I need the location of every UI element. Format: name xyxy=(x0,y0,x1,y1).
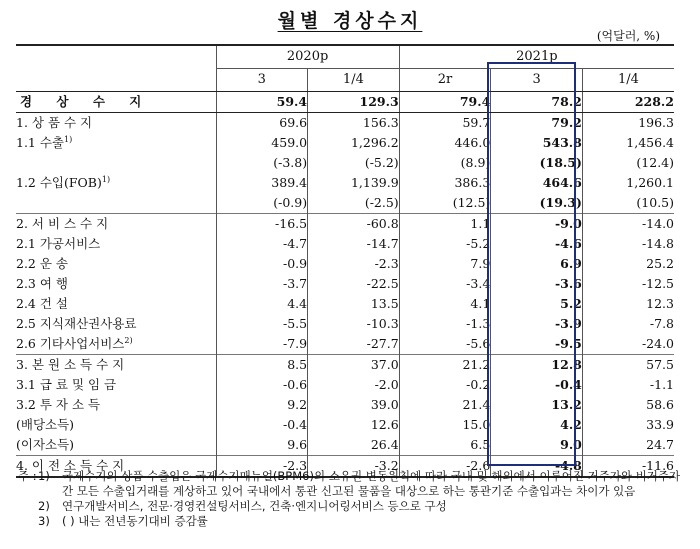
period-header: 1/4 xyxy=(308,69,400,92)
value-cell: 13.2 xyxy=(491,395,583,415)
table-row xyxy=(16,113,674,134)
table-row xyxy=(16,435,674,456)
footnote-number: 1) xyxy=(38,469,50,483)
value-cell: 25.2 xyxy=(582,254,674,274)
value-cell: 1.1 xyxy=(399,214,491,235)
period-header-row xyxy=(16,69,674,92)
footnote-text: 국제수지의 상품 수출입은 국제수지매뉴얼(BPM6)의 소유권 변동원칙에 따라 국내 및 해외에서 이루어진 거주자와 비거주자 간 모든 수출입거래를 계상하고 있어 국내에서 통관 신고된 물품을 대상으로 하는 통관기준 수출입과는 차이가 있음 xyxy=(62,469,681,498)
table-row xyxy=(16,133,674,153)
page-title: 월별 경상수지 xyxy=(277,10,423,32)
table-row xyxy=(16,395,674,415)
row-label: 3. 본 원 소 득 수 지 xyxy=(16,355,216,376)
value-cell: -10.3 xyxy=(308,314,400,334)
value-cell: (18.5) xyxy=(491,153,583,173)
value-cell: -0.4 xyxy=(491,375,583,395)
value-cell: 39.0 xyxy=(308,395,400,415)
value-cell: -4.6 xyxy=(491,234,583,254)
value-cell: -5.2 xyxy=(399,234,491,254)
value-cell: 543.8 xyxy=(491,133,583,153)
value-cell: -14.0 xyxy=(582,214,674,235)
value-cell: -9.0 xyxy=(491,214,583,235)
value-cell: 13.5 xyxy=(308,294,400,314)
value-cell: (-5.2) xyxy=(308,153,400,173)
value-cell: 37.0 xyxy=(308,355,400,376)
footnote-number: 2) xyxy=(38,499,50,513)
value-cell: 21.2 xyxy=(399,355,491,376)
row-label: 경 상 수 지 xyxy=(16,92,216,113)
value-cell: -14.7 xyxy=(308,234,400,254)
value-cell: -5.6 xyxy=(399,334,491,355)
value-cell: -9.5 xyxy=(491,334,583,355)
row-label: 4. 이 전 소 득 수 지 xyxy=(16,456,216,478)
value-cell: 129.3 xyxy=(308,92,400,113)
value-cell: 6.5 xyxy=(399,435,491,456)
row-label: 1. 상 품 수 지 xyxy=(16,115,93,130)
row-label: 2.3 여 행 xyxy=(16,276,68,291)
value-cell: 386.3 xyxy=(399,173,491,193)
value-cell: -0.2 xyxy=(399,375,491,395)
table-row xyxy=(16,153,674,173)
value-cell: -7.8 xyxy=(582,314,674,334)
footnote-item xyxy=(18,499,688,514)
table-row xyxy=(16,314,674,334)
value-cell: 79.2 xyxy=(491,113,583,134)
current-account-table xyxy=(16,44,674,478)
value-cell: -60.8 xyxy=(308,214,400,235)
value-cell: 26.4 xyxy=(308,435,400,456)
value-cell: -3.9 xyxy=(491,314,583,334)
row-label: 1.1 수출$^{1)}$ xyxy=(16,134,73,150)
table-row xyxy=(16,173,674,193)
value-cell: (10.5) xyxy=(582,193,674,214)
footnote-item xyxy=(18,514,688,529)
value-cell: -2.3 xyxy=(308,254,400,274)
value-cell: (8.9) xyxy=(399,153,491,173)
footnote-text: ( ) 내는 전년동기대비 증감률 xyxy=(62,514,208,528)
value-cell: 5.2 xyxy=(491,294,583,314)
row-label: 1.2 수입(FOB)$^{1)}$ xyxy=(16,174,111,190)
value-cell: 59.4 xyxy=(216,92,308,113)
value-cell: 24.7 xyxy=(582,435,674,456)
value-cell: 6.9 xyxy=(491,254,583,274)
value-cell: 9.0 xyxy=(491,435,583,456)
value-cell: 228.2 xyxy=(582,92,674,113)
value-cell: (12.4) xyxy=(582,153,674,173)
value-cell: 156.3 xyxy=(308,113,400,134)
year-header-row xyxy=(16,45,674,69)
value-cell: -7.9 xyxy=(216,334,308,355)
value-cell: 8.5 xyxy=(216,355,308,376)
value-cell: 12.3 xyxy=(582,294,674,314)
value-cell: 389.4 xyxy=(216,173,308,193)
footnote-marker: 2) xyxy=(124,335,133,345)
value-cell: -2.3 xyxy=(216,456,308,478)
value-cell: 15.0 xyxy=(399,415,491,435)
footnote-item xyxy=(18,469,688,499)
value-cell: 1,139.9 xyxy=(308,173,400,193)
row-label: (배당소득) xyxy=(16,417,75,432)
year-header-2021: 2021p xyxy=(399,45,674,69)
value-cell: -1.1 xyxy=(582,375,674,395)
table-row xyxy=(16,375,674,395)
value-cell: -5.5 xyxy=(216,314,308,334)
row-label: 3.2 투 자 소 득 xyxy=(16,397,101,412)
value-cell: -3.2 xyxy=(308,456,400,478)
row-label: 2.2 운 송 xyxy=(16,256,68,271)
value-cell: (-3.8) xyxy=(216,153,308,173)
value-cell: -2.6 xyxy=(399,456,491,478)
value-cell: 4.1 xyxy=(399,294,491,314)
table-row xyxy=(16,355,674,376)
value-cell: 196.3 xyxy=(582,113,674,134)
unit-label: (억달러, %) xyxy=(596,29,660,43)
table-row xyxy=(16,254,674,274)
value-cell: -16.5 xyxy=(216,214,308,235)
value-cell: -0.9 xyxy=(216,254,308,274)
table-row xyxy=(16,193,674,214)
value-cell: 446.0 xyxy=(399,133,491,153)
value-cell: 7.9 xyxy=(399,254,491,274)
value-cell: 12.8 xyxy=(491,355,583,376)
value-cell: -27.7 xyxy=(308,334,400,355)
row-label: 3.1 급 료 및 임 금 xyxy=(16,377,117,392)
value-cell: 58.6 xyxy=(582,395,674,415)
period-header: 2r xyxy=(399,69,491,92)
row-label: 2.5 지식재산권사용료 xyxy=(16,316,137,331)
value-cell: 12.6 xyxy=(308,415,400,435)
value-cell: -12.5 xyxy=(582,274,674,294)
footnote-marker: 1) xyxy=(64,134,73,144)
value-cell: 9.6 xyxy=(216,435,308,456)
row-label: 2.4 건 설 xyxy=(16,296,68,311)
value-cell: (12.5) xyxy=(399,193,491,214)
header-blank xyxy=(16,69,216,92)
value-cell: -1.3 xyxy=(399,314,491,334)
footnote-marker: 1) xyxy=(101,174,111,184)
value-cell: 59.7 xyxy=(399,113,491,134)
value-cell: 464.6 xyxy=(491,173,583,193)
table-row xyxy=(16,234,674,254)
table-row xyxy=(16,334,674,355)
row-label: 2.1 가공서비스 xyxy=(16,236,101,251)
value-cell: 4.4 xyxy=(216,294,308,314)
value-cell: 1,260.1 xyxy=(582,173,674,193)
table-row xyxy=(16,214,674,235)
year-header-2020: 2020p xyxy=(216,45,399,69)
row-label: (이자소득) xyxy=(16,437,75,452)
value-cell: -14.8 xyxy=(582,234,674,254)
value-cell: (-2.5) xyxy=(308,193,400,214)
value-cell: 79.4 xyxy=(399,92,491,113)
footnote-prefix: 주 : xyxy=(18,469,37,483)
value-cell: -3.4 xyxy=(399,274,491,294)
value-cell: 4.2 xyxy=(491,415,583,435)
value-cell: (19.3) xyxy=(491,193,583,214)
value-cell: -3.7 xyxy=(216,274,308,294)
table-row xyxy=(16,274,674,294)
value-cell: -22.5 xyxy=(308,274,400,294)
value-cell: 78.2 xyxy=(491,92,583,113)
value-cell: -4.8 xyxy=(491,456,583,478)
value-cell: -2.0 xyxy=(308,375,400,395)
value-cell: 57.5 xyxy=(582,355,674,376)
row-label xyxy=(16,153,216,173)
value-cell: -24.0 xyxy=(582,334,674,355)
table-row xyxy=(16,92,674,113)
value-cell: 69.6 xyxy=(216,113,308,134)
row-label: 2. 서 비 스 수 지 xyxy=(16,214,216,235)
row-label: 2.6 기타사업서비스$^{2)}$ xyxy=(16,335,133,351)
value-cell: -4.7 xyxy=(216,234,308,254)
table-row xyxy=(16,294,674,314)
value-cell: 9.2 xyxy=(216,395,308,415)
value-cell: 1,456.4 xyxy=(582,133,674,153)
row-label xyxy=(16,193,216,214)
header-blank xyxy=(16,45,216,69)
footnotes xyxy=(18,469,688,529)
value-cell: 21.4 xyxy=(399,395,491,415)
footnote-number: 3) xyxy=(38,514,50,528)
value-cell: (-0.9) xyxy=(216,193,308,214)
value-cell: 459.0 xyxy=(216,133,308,153)
value-cell: 33.9 xyxy=(582,415,674,435)
value-cell: 1,296.2 xyxy=(308,133,400,153)
value-cell: -0.4 xyxy=(216,415,308,435)
period-header: 3 xyxy=(216,69,308,92)
period-header: 3 xyxy=(491,69,583,92)
value-cell: -11.6 xyxy=(582,456,674,478)
footnote-text: 연구개발서비스, 전문·경영컨설팅서비스, 건축·엔지니어링서비스 등으로 구성 xyxy=(62,499,447,513)
period-header: 1/4 xyxy=(582,69,674,92)
table-row xyxy=(16,415,674,435)
value-cell: -3.6 xyxy=(491,274,583,294)
value-cell: -0.6 xyxy=(216,375,308,395)
